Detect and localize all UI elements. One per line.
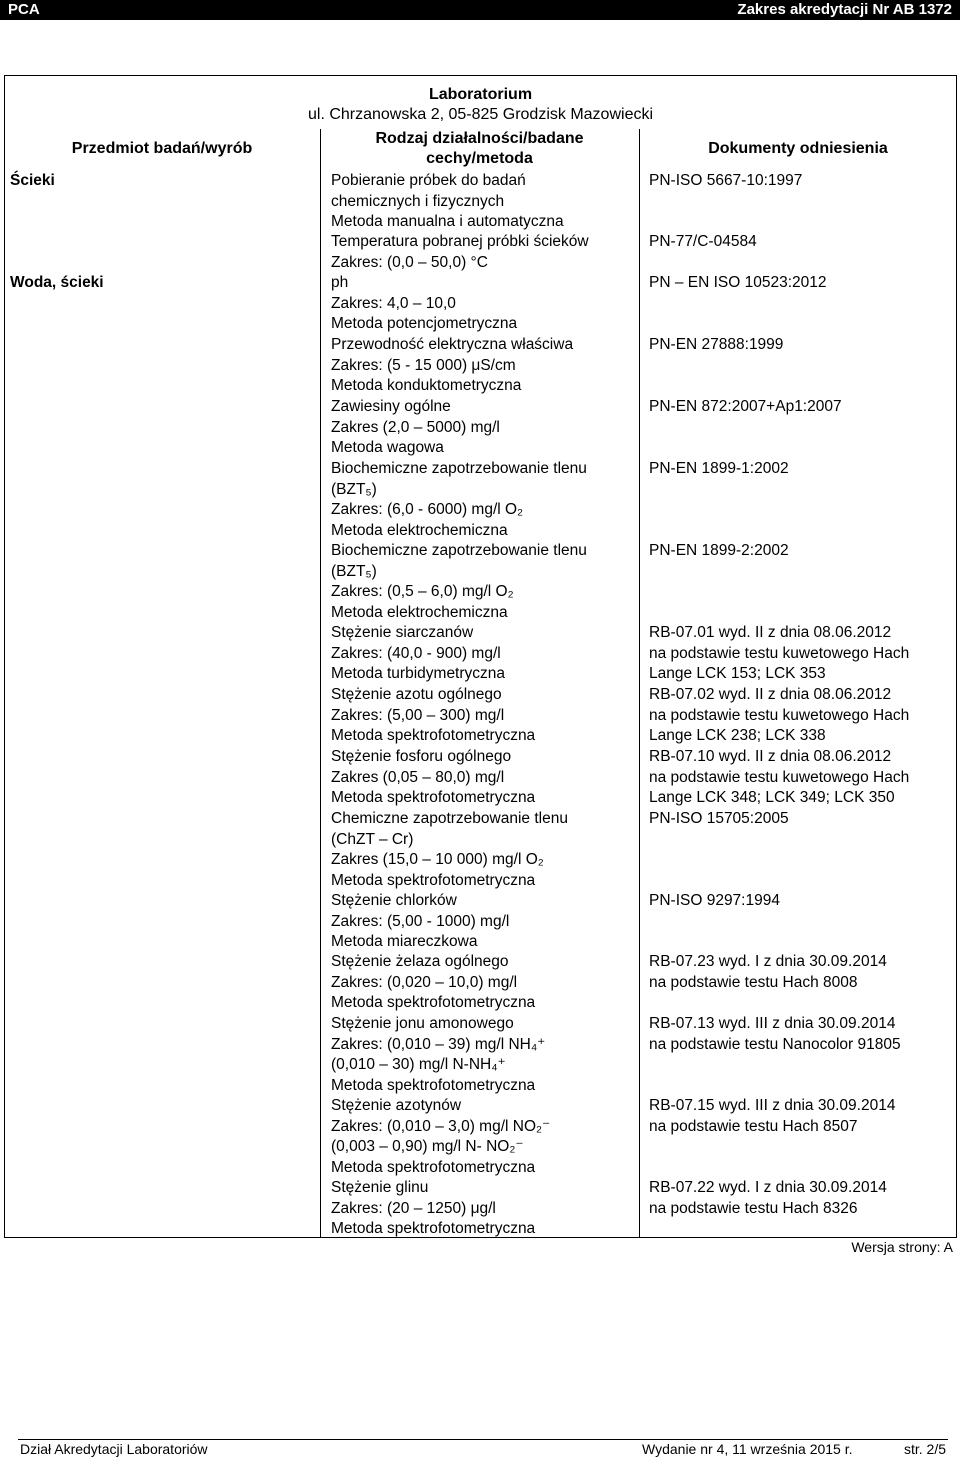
column-separator-1 — [320, 129, 321, 1238]
table-border-right — [956, 75, 957, 1238]
reference-document-line: PN-EN 872:2007+Ap1:2007 — [649, 398, 842, 415]
method-cell — [331, 747, 535, 809]
method-line: Metoda spektrofotometryczna — [331, 871, 536, 889]
accreditation-table — [4, 75, 957, 1238]
method-cell — [331, 1096, 550, 1178]
method-line: Zakres: (5,00 - 1000) mg/l — [331, 912, 510, 930]
header-org: PCA — [8, 1, 40, 18]
column-header-object: Przedmiot badań/wyrób — [71, 140, 253, 157]
reference-document-cell — [649, 1096, 895, 1137]
reference-document-cell — [649, 541, 789, 562]
method-line: Zakres: (0,0 – 50,0) °C — [331, 253, 488, 271]
method-cell — [331, 459, 587, 541]
method-line: Stężenie chlorków — [331, 892, 457, 909]
reference-document-line: na podstawie testu kuwetowego Hach — [649, 706, 910, 724]
method-line: Stężenie fosforu ogólnego — [331, 748, 512, 765]
reference-document-cell — [649, 459, 789, 480]
footer-page-number: str. 2/5 — [903, 1441, 946, 1457]
reference-document-cell — [649, 1014, 901, 1055]
method-line: Zakres: (5 - 15 000) μS/cm — [331, 356, 516, 374]
method-cell — [331, 273, 517, 335]
method-line: Zakres: (0,010 – 39) mg/l NH₄⁺ — [331, 1035, 546, 1053]
method-line: Stężenie żelaza ogólnego — [331, 953, 509, 970]
method-line: Metoda spektrofotometryczna — [331, 994, 536, 1012]
reference-document-line: PN-77/C-04584 — [649, 233, 757, 250]
method-cell — [331, 685, 535, 747]
method-cell — [331, 541, 587, 623]
method-line: (0,003 – 0,90) mg/l N- NO₂⁻ — [331, 1138, 524, 1156]
method-line: Metoda potencjometryczna — [331, 315, 518, 333]
object-wastewater: Ścieki — [10, 172, 55, 189]
method-line: Zakres: (0,5 – 6,0) mg/l O₂ — [331, 583, 514, 601]
method-line: (BZT₅) — [331, 480, 377, 498]
method-line: Metoda elektrochemiczna — [331, 521, 508, 539]
method-line: Zakres (0,05 – 80,0) mg/l — [331, 768, 505, 786]
reference-document-cell — [649, 1178, 887, 1219]
laboratory-header — [4, 85, 957, 125]
reference-document-line: RB-07.23 wyd. I z dnia 30.09.2014 — [649, 953, 887, 970]
reference-document-line: RB-07.10 wyd. II z dnia 08.06.2012 — [649, 748, 892, 765]
reference-document-line: RB-07.01 wyd. II z dnia 08.06.2012 — [649, 624, 892, 641]
method-cell — [331, 623, 505, 685]
method-line: Stężenie siarczanów — [331, 624, 474, 641]
method-line: Metoda spektrofotometryczna — [331, 1076, 536, 1094]
reference-document-line: PN-EN 1899-2:2002 — [649, 542, 789, 559]
method-line: Metoda spektrofotometryczna — [331, 727, 536, 745]
method-line: Zakres: (40,0 - 900) mg/l — [331, 644, 501, 662]
method-line: Metoda spektrofotometryczna — [331, 789, 536, 807]
method-line: Stężenie azotynów — [331, 1097, 462, 1114]
method-cell — [331, 232, 589, 273]
reference-document-cell — [649, 685, 909, 747]
method-line: Biochemiczne zapotrzebowanie tlenu — [331, 542, 587, 559]
header-accreditation: Zakres akredytacji Nr AB 1372 — [737, 1, 952, 18]
method-line: Zakres: (0,020 – 10,0) mg/l — [331, 973, 518, 991]
method-line: Biochemiczne zapotrzebowanie tlenu — [331, 460, 587, 477]
method-line: Stężenie azotu ogólnego — [331, 686, 502, 703]
table-border-top — [4, 75, 957, 76]
reference-document-line: PN-ISO 5667-10:1997 — [649, 172, 803, 189]
method-line: Metoda wagowa — [331, 439, 444, 457]
method-line: Zakres (15,0 – 10 000) mg/l O₂ — [331, 851, 544, 869]
reference-document-cell — [649, 397, 842, 418]
method-line: Chemiczne zapotrzebowanie tlenu — [331, 810, 568, 827]
reference-document-line: RB-07.13 wyd. III z dnia 30.09.2014 — [649, 1015, 896, 1032]
reference-document-cell — [649, 747, 909, 809]
method-line: Metoda spektrofotometryczna — [331, 1220, 536, 1238]
reference-document-cell — [649, 232, 757, 253]
method-line: chemicznych i fizycznych — [331, 192, 505, 210]
reference-document-cell — [649, 623, 909, 685]
table-border-left — [4, 75, 5, 1238]
column-separator-2 — [639, 129, 640, 1238]
method-line: Zakres: 4,0 – 10,0 — [331, 294, 456, 312]
page-footer — [18, 1439, 948, 1457]
method-cell — [331, 171, 564, 233]
method-line: Przewodność elektryczna właściwa — [331, 336, 574, 353]
page-version: Wersja strony: A — [851, 1239, 953, 1255]
laboratory-title: Laboratorium — [428, 86, 533, 103]
method-line: Zakres: (20 – 1250) μg/l — [331, 1199, 496, 1217]
method-line: Zakres: (0,010 – 3,0) mg/l NO₂⁻ — [331, 1117, 551, 1135]
page-header-bar — [0, 0, 960, 20]
reference-document-line: RB-07.22 wyd. I z dnia 30.09.2014 — [649, 1179, 887, 1196]
reference-document-line: PN-EN 27888:1999 — [649, 336, 784, 353]
method-cell — [331, 335, 573, 397]
reference-document-line: Lange LCK 153; LCK 353 — [649, 665, 826, 683]
method-cell — [331, 397, 500, 459]
method-line: Zakres: (6,0 - 6000) mg/l O₂ — [331, 501, 524, 519]
reference-document-line: PN-EN 1899-1:2002 — [649, 460, 789, 477]
reference-document-line: na podstawie testu Nanocolor 91805 — [649, 1035, 901, 1053]
reference-document-line: na podstawie testu Hach 8507 — [649, 1117, 858, 1135]
method-line: Stężenie jonu amonowego — [331, 1015, 514, 1032]
reference-document-line: Lange LCK 238; LCK 338 — [649, 727, 826, 745]
reference-document-line: na podstawie testu kuwetowego Hach — [649, 768, 910, 786]
reference-document-cell — [649, 171, 802, 192]
reference-document-line: RB-07.02 wyd. II z dnia 08.06.2012 — [649, 686, 892, 703]
reference-document-line: PN-ISO 15705:2005 — [649, 810, 789, 827]
method-line: Pobieranie próbek do badań — [331, 172, 526, 189]
reference-document-line: na podstawie testu kuwetowego Hach — [649, 644, 910, 662]
method-cell — [331, 952, 535, 1014]
reference-document-line: RB-07.15 wyd. III z dnia 30.09.2014 — [649, 1097, 896, 1114]
column-header-method-line2: cechy/metoda — [426, 150, 533, 167]
method-line: Temperatura pobranej próbki ścieków — [331, 233, 589, 250]
reference-document-line: na podstawie testu Hach 8008 — [649, 973, 858, 991]
method-line: ph — [331, 274, 349, 291]
method-line: Metoda konduktometryczna — [331, 377, 522, 395]
method-line: Stężenie glinu — [331, 1179, 429, 1196]
method-line: Zawiesiny ogólne — [331, 398, 451, 415]
method-line: Zakres (2,0 – 5000) mg/l — [331, 418, 500, 436]
method-line: Metoda spektrofotometryczna — [331, 1158, 536, 1176]
method-line: (ChZT – Cr) — [331, 830, 414, 848]
object-water-wastewater: Woda, ścieki — [10, 274, 104, 291]
method-line: Zakres: (5,00 – 300) mg/l — [331, 706, 505, 724]
column-header-method — [320, 129, 639, 169]
reference-document-cell — [649, 891, 780, 912]
method-line: Metoda turbidymetryczna — [331, 665, 506, 683]
reference-document-cell — [649, 809, 789, 830]
method-cell — [331, 1014, 545, 1096]
column-header-documents: Dokumenty odniesienia — [708, 140, 888, 157]
reference-document-line: Lange LCK 348; LCK 349; LCK 350 — [649, 789, 895, 807]
method-line: Metoda elektrochemiczna — [331, 603, 508, 621]
method-line: (BZT₅) — [331, 562, 377, 580]
method-cell — [331, 891, 509, 953]
method-line: (0,010 – 30) mg/l N-NH₄⁺ — [331, 1056, 506, 1074]
method-cell — [331, 809, 568, 891]
reference-document-cell — [649, 952, 887, 993]
method-cell — [331, 1178, 535, 1240]
laboratory-address: ul. Chrzanowska 2, 05-825 Grodzisk Mazowiecki — [307, 106, 654, 123]
reference-document-cell — [649, 273, 827, 294]
reference-document-line: PN – EN ISO 10523:2012 — [649, 274, 827, 291]
footer-department: Dział Akredytacji Laboratoriów — [20, 1441, 208, 1457]
reference-document-line: na podstawie testu Hach 8326 — [649, 1199, 858, 1217]
method-line: Metoda miareczkowa — [331, 933, 478, 951]
reference-document-line: PN-ISO 9297:1994 — [649, 892, 780, 909]
column-header-method-line1: Rodzaj działalności/badane — [375, 130, 584, 147]
footer-edition: Wydanie nr 4, 11 września 2015 r. — [642, 1441, 853, 1457]
reference-document-cell — [649, 335, 783, 356]
method-line: Metoda manualna i automatyczna — [331, 213, 564, 231]
